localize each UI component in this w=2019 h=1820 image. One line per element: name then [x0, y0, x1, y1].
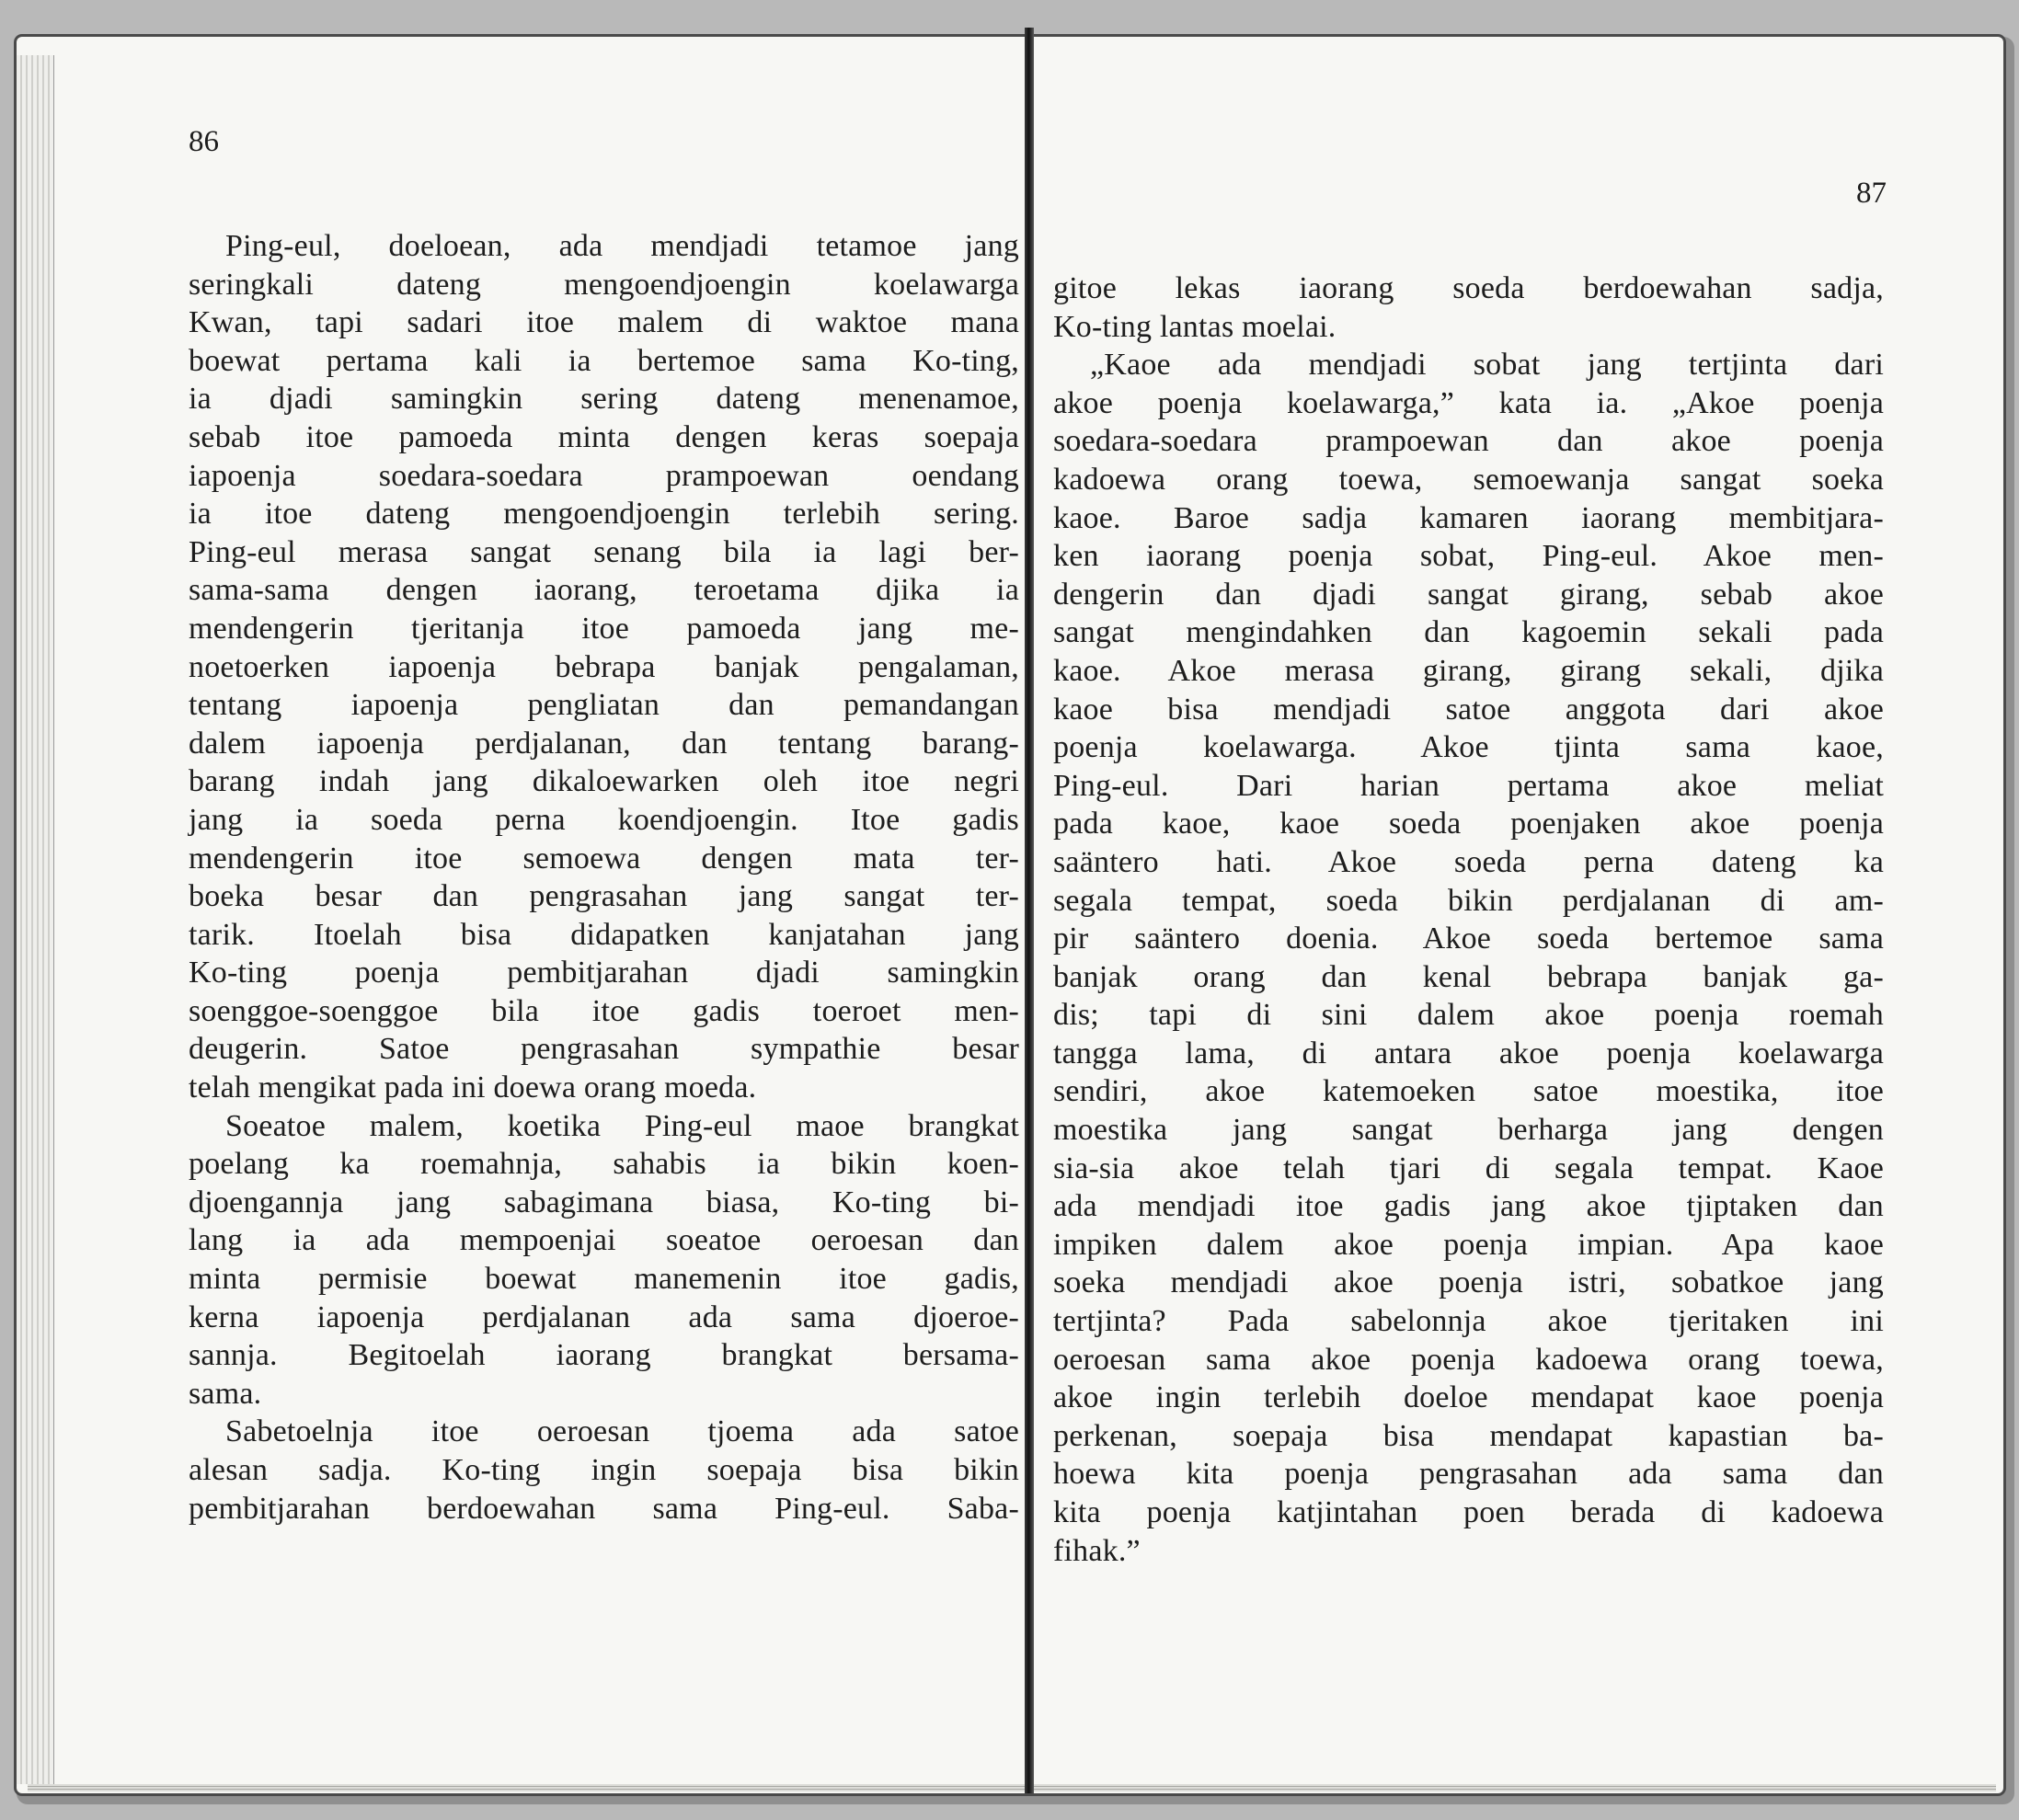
text-line: perkenan, soepaja bisa mendapat kapastian ba-: [1053, 1418, 1884, 1453]
text-line: gitoe lekas iaorang soeda berdoewahan sadja,: [1053, 271, 1884, 305]
text-line: Ping-eul, doeloean, ada mendjadi tetamoe jang: [225, 229, 1019, 263]
text-line: Ko-ting lantas moelai.: [1053, 309, 1336, 344]
text-line: soenggoe-soenggoe bila itoe gadis toeroet men-: [189, 993, 1019, 1028]
text-line: sama-sama dengen iaorang, teroetama djika ia: [189, 573, 1019, 608]
text-line: pada kaoe, kaoe soeda poenjaken akoe poenja: [1053, 807, 1884, 841]
text-line: ken iaorang poenja sobat, Ping-eul. Akoe men-: [1053, 539, 1884, 574]
page-number: 86: [189, 125, 219, 158]
text-line: boeka besar dan pengrasahan jang sangat ter-: [189, 879, 1019, 914]
text-line: sama.: [189, 1376, 262, 1411]
text-line: pembitjarahan berdoewahan sama Ping-eul. Saba-: [189, 1491, 1019, 1526]
text-line: Ping-eul. Dari harian pertama akoe meliat: [1053, 768, 1884, 803]
text-line: tentang iapoenja pengliatan dan pemandangan: [189, 688, 1019, 723]
text-line: banjak orang dan kenal bebrapa banjak ga-: [1053, 959, 1884, 994]
text-line: tangga lama, di antara akoe poenja koelawarga: [1053, 1036, 1884, 1070]
text-line: ada mendjadi itoe gadis jang akoe tjiptaken dan: [1053, 1189, 1884, 1224]
text-line: kaoe bisa mendjadi satoe anggota dari akoe: [1053, 692, 1884, 727]
text-line: kerna iapoenja perdjalanan ada sama djoeroe-: [189, 1299, 1019, 1334]
text-line: minta permisie boewat manemenin itoe gadis,: [189, 1262, 1019, 1297]
text-line: segala tempat, soeda bikin perdjalanan di am-: [1053, 883, 1884, 918]
text-line: tarik. Itoelah bisa didapatken kanjatahan jang: [189, 917, 1019, 952]
text-line: sangat mengindahken dan kagoemin sekali pada: [1053, 615, 1884, 650]
text-line: pir saäntero doenia. Akoe soeda bertemoe sama: [1053, 921, 1884, 956]
text-line: barang indah jang dikaloewarken oleh itoe negri: [189, 764, 1019, 799]
text-line: kadoewa orang toewa, semoewanja sangat soeka: [1053, 462, 1884, 497]
page-edges: [17, 55, 54, 1784]
text-line: noetoerken iapoenja bebrapa banjak pengalaman,: [189, 649, 1019, 684]
book-spine: [1025, 28, 1034, 1793]
text-line: akoe ingin terlebih doeloe mendapat kaoe poenja: [1053, 1380, 1884, 1415]
text-line: boewat pertama kali ia bertemoe sama Ko-ting,: [189, 343, 1019, 378]
text-line: oeroesan sama akoe poenja kadoewa orang toewa,: [1053, 1342, 1884, 1377]
text-line: fihak.”: [1053, 1533, 1141, 1568]
text-line: Ko-ting poenja pembitjarahan djadi samingkin: [189, 956, 1019, 990]
page-number: 87: [1856, 177, 1887, 210]
text-line: ia djadi samingkin sering dateng menenamoe,: [189, 382, 1019, 417]
bottom-page-edges: [28, 1784, 1996, 1791]
text-line: Kwan, tapi sadari itoe malem di waktoe mana: [189, 305, 1019, 340]
text-line: Sabetoelnja itoe oeroesan tjoema ada satoe: [225, 1414, 1019, 1449]
text-line: hoewa kita poenja pengrasahan ada sama dan: [1053, 1457, 1884, 1492]
left-page-text: [189, 227, 1019, 1528]
text-line: alesan sadja. Ko-ting ingin soepaja bisa bikin: [189, 1453, 1019, 1487]
text-line: dengerin dan djadi sangat girang, sebab akoe: [1053, 577, 1884, 612]
text-line: iapoenja soedara-soedara prampoewan oendang: [189, 458, 1019, 493]
text-line: dalem iapoenja perdjalanan, dan tentang barang-: [189, 726, 1019, 761]
text-line: ia itoe dateng mengoendjoengin terlebih sering.: [189, 497, 1019, 532]
text-line: dis; tapi di sini dalem akoe poenja roemah: [1053, 998, 1884, 1033]
text-line: kaoe. Baroe sadja kamaren iaorang membitjara-: [1053, 500, 1884, 535]
text-line: deugerin. Satoe pengrasahan sympathie besar: [189, 1032, 1019, 1067]
text-line: soeka mendjadi akoe poenja istri, sobatkoe jang: [1053, 1265, 1884, 1300]
text-line: lang ia ada mempoenjai soeatoe oeroesan dan: [189, 1223, 1019, 1258]
text-line: „Kaoe ada mendjadi sobat jang tertjinta dari: [1090, 348, 1884, 383]
text-line: seringkali dateng mengoendjoengin koelawarga: [189, 267, 1019, 302]
text-line: impiken dalem akoe poenja impian. Apa kaoe: [1053, 1227, 1884, 1262]
text-line: moestika jang sangat berharga jang dengen: [1053, 1113, 1884, 1148]
right-page-text: [1053, 269, 1884, 1570]
text-line: poenja koelawarga. Akoe tjinta sama kaoe,: [1053, 730, 1884, 765]
text-line: sannja. Begitoelah iaorang brangkat bersama-: [189, 1338, 1019, 1373]
text-line: mendengerin tjeritanja itoe pamoeda jang me-: [189, 611, 1019, 646]
text-line: sia-sia akoe telah tjari di segala tempat. Kaoe: [1053, 1150, 1884, 1185]
text-line: Soeatoe malem, koetika Ping-eul maoe brangkat: [225, 1108, 1019, 1143]
text-line: mendengerin itoe semoewa dengen mata ter-: [189, 841, 1019, 876]
text-line: telah mengikat pada ini doewa orang moeda.: [189, 1070, 757, 1105]
text-line: sendiri, akoe katemoeken satoe moestika, itoe: [1053, 1074, 1884, 1109]
text-line: kita poenja katjintahan poen berada di kadoewa: [1053, 1495, 1884, 1529]
text-line: Ping-eul merasa sangat senang bila ia lagi ber-: [189, 534, 1019, 569]
text-line: poelang ka roemahnja, sahabis ia bikin koen-: [189, 1147, 1019, 1182]
text-line: kaoe. Akoe merasa girang, girang sekali, djika: [1053, 653, 1884, 688]
text-line: saäntero hati. Akoe soeda perna dateng ka: [1053, 844, 1884, 879]
text-line: djoengannja jang sabagimana biasa, Ko-ting bi-: [189, 1185, 1019, 1219]
text-line: jang ia soeda perna koendjoengin. Itoe gadis: [189, 802, 1019, 837]
text-line: sebab itoe pamoeda minta dengen keras soepaja: [189, 419, 1019, 454]
text-line: akoe poenja koelawarga,” kata ia. „Akoe poenja: [1053, 385, 1884, 420]
text-line: soedara-soedara prampoewan dan akoe poenja: [1053, 424, 1884, 459]
text-line: tertjinta? Pada sabelonnja akoe tjeritaken ini: [1053, 1304, 1884, 1339]
